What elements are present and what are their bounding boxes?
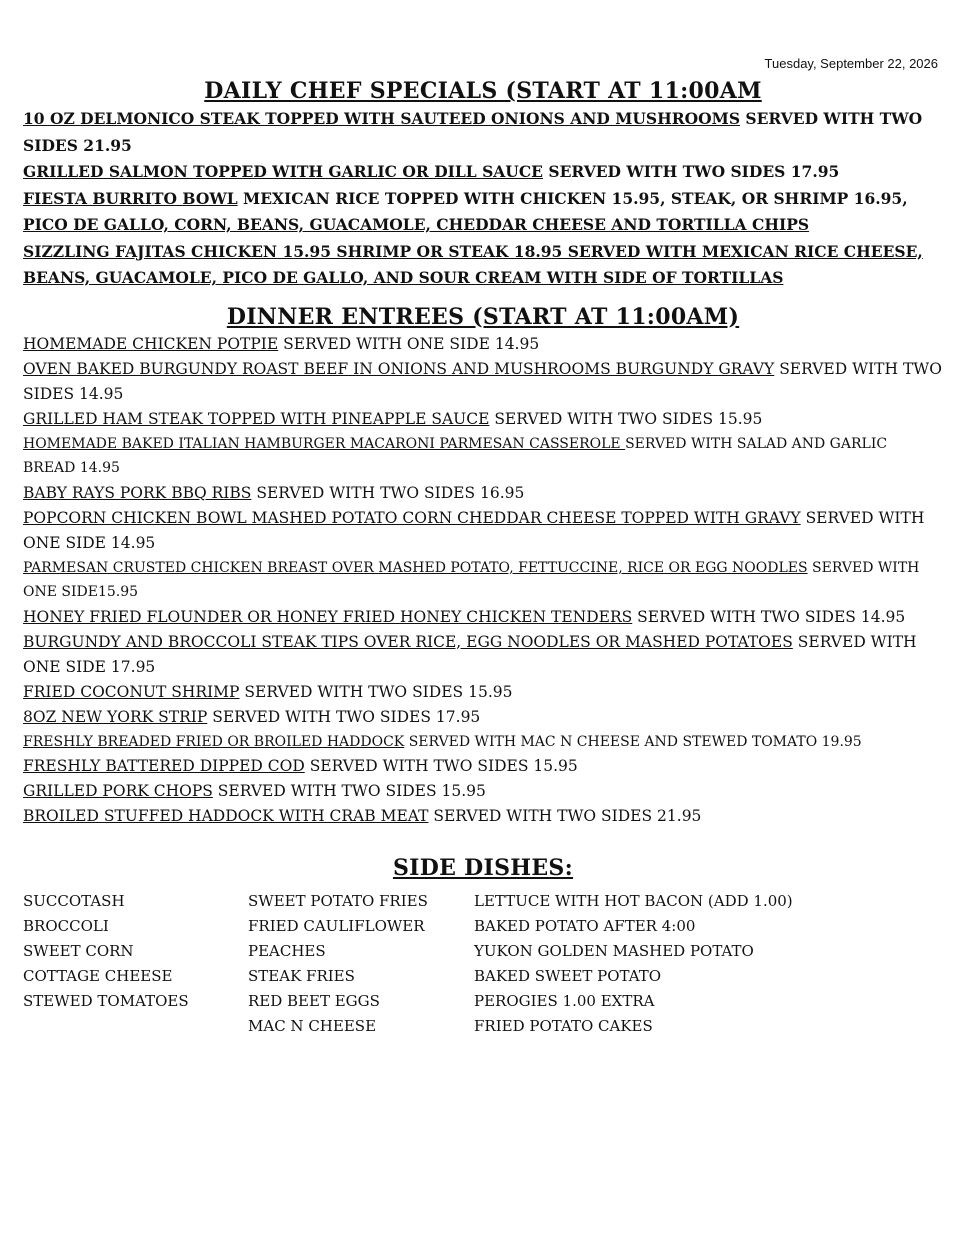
list-item [23, 407, 943, 432]
list-item [23, 680, 943, 705]
dish-toppings: PICO DE GALLO, CORN, BEANS, GUACAMOLE, CHEDDAR CHEESE AND TORTILLA CHIPS [23, 215, 810, 234]
dish-name: FRIED COCONUT SHRIMP [23, 682, 240, 701]
dish-name: HONEY FRIED FLOUNDER OR HONEY FRIED HONEY CHICKEN TENDERS [23, 607, 633, 626]
list-item [23, 239, 943, 292]
dish-name: FIESTA BURRITO BOWL [23, 188, 238, 208]
dish-name: GRILLED SALMON TOPPED WITH GARLIC OR DILL SAUCE [23, 162, 543, 181]
dish-detail: SERVED WITH TWO SIDES 16.95 [251, 483, 525, 502]
menu-body [23, 76, 943, 1039]
sides-title: SIDE DISHES: [392, 855, 574, 881]
list-item [23, 106, 943, 159]
side-item: STEWED TOMATOES [23, 992, 189, 1010]
list-item [23, 556, 943, 605]
dish-name: BURGUNDY AND BROCCOLI STEAK TIPS OVER RICE, EGG NOODLES OR MASHED POTATOES [23, 632, 793, 651]
dish-detail: SERVED WITH TWO SIDES 15.95 [304, 757, 578, 775]
list-item [23, 159, 943, 186]
list-item [23, 804, 943, 829]
side-item [23, 1014, 248, 1039]
dish-name: GRILLED HAM STEAK TOPPED WITH PINEAPPLE SAUCE [23, 409, 490, 428]
dish-name: SIZZLING FAJITAS CHICKEN 15.95 SHRIMP OR STEAK 18.95 SERVED WITH MEXICAN RICE CHEESE, BEANS, GUACAMOLE, PICO DE GALLO, AND SOUR CREAM WITH SIDE OF TORTILLAS [23, 241, 923, 287]
sides-grid [23, 889, 943, 1039]
entrees-list [23, 332, 943, 830]
specials-list [23, 106, 943, 292]
side-item: SWEET CORN [23, 942, 134, 960]
side-item: PEACHES [248, 942, 326, 960]
dish-name: FRESHLY BATTERED DIPPED COD [23, 757, 305, 775]
list-item [23, 630, 943, 680]
dish-detail: SERVED WITH TWO SIDES 21.95 [23, 109, 923, 155]
dish-detail: SERVED WITH TWO SIDES 15.95 [212, 782, 486, 800]
dish-name: HOMEMADE CHICKEN POTPIE [23, 334, 279, 353]
dish-name: BROILED STUFFED HADDOCK WITH CRAB MEAT [23, 807, 429, 825]
list-item [23, 186, 943, 239]
side-item: YUKON GOLDEN MASHED POTATO [474, 942, 754, 960]
print-date: Tuesday, September 22, 2026 [764, 56, 938, 71]
list-item [23, 605, 943, 630]
side-item: STEAK FRIES [248, 967, 355, 985]
dish-detail: MEXICAN RICE TOPPED WITH CHICKEN 15.95, STEAK, OR SHRIMP 16.95, [237, 188, 908, 208]
dish-detail: SERVED WITH ONE SIDE 14.95 [23, 508, 925, 552]
dish-detail: SERVED WITH TWO SIDES 17.95 [207, 707, 481, 726]
dish-detail: SERVED WITH SALAD AND GARLIC BREAD 14.95 [23, 435, 888, 476]
side-item: LETTUCE WITH HOT BACON (ADD 1.00) [474, 892, 793, 910]
dish-detail: SERVED WITH ONE SIDE 14.95 [278, 334, 540, 353]
side-item: RED BEET EGGS [248, 992, 380, 1010]
side-item: MAC N CHEESE [248, 1017, 377, 1035]
dish-detail: SERVED WITH MAC N CHEESE AND STEWED TOMATO 19.95 [404, 733, 862, 750]
dish-name: FRESHLY BREADED FRIED OR BROILED HADDOCK [23, 733, 405, 750]
side-item: FRIED CAULIFLOWER [248, 917, 425, 935]
side-item: BAKED SWEET POTATO [474, 967, 662, 985]
specials-title: DAILY CHEF SPECIALS (START AT 11:00AM [204, 78, 762, 104]
side-item: SWEET POTATO FRIES [248, 892, 428, 910]
side-item: BAKED POTATO AFTER 4:00 [474, 917, 696, 935]
side-item: FRIED POTATO CAKES [474, 1017, 653, 1035]
side-item: BROCCOLI [23, 917, 109, 935]
side-item: SUCCOTASH [23, 892, 125, 910]
list-item [23, 332, 943, 357]
dish-name: 8OZ NEW YORK STRIP [23, 707, 208, 726]
dish-detail: SERVED WITH ONE SIDE 17.95 [23, 632, 917, 676]
dish-name: GRILLED PORK CHOPS [23, 782, 213, 800]
entrees-title: DINNER ENTREES (START AT 11:00AM) [226, 303, 740, 330]
dish-detail: SERVED WITH TWO SIDES 14.95 [23, 359, 942, 403]
dish-detail: SERVED WITH TWO SIDES 15.95 [239, 682, 513, 701]
list-item [23, 506, 943, 556]
dish-name: POPCORN CHICKEN BOWL MASHED POTATO CORN CHEDDAR CHEESE TOPPED WITH GRAVY [23, 508, 801, 527]
dish-name: PARMESAN CRUSTED CHICKEN BREAST OVER MASHED POTATO, FETTUCCINE, RICE OR EGG NOODLES [23, 559, 808, 576]
dish-name: 10 OZ DELMONICO STEAK TOPPED WITH SAUTEED ONIONS AND MUSHROOMS [23, 109, 741, 128]
dish-detail: SERVED WITH TWO SIDES 14.95 [632, 607, 906, 626]
dish-name: HOMEMADE BAKED ITALIAN HAMBURGER MACARONI PARMESAN CASSEROLE [23, 435, 626, 452]
dish-name: BABY RAYS PORK BBQ RIBS [23, 483, 252, 502]
dish-detail: SERVED WITH TWO SIDES 17.95 [542, 162, 840, 181]
list-item [23, 779, 943, 804]
dish-detail: SERVED WITH TWO SIDES 21.95 [428, 807, 702, 825]
dish-name: OVEN BAKED BURGUNDY ROAST BEEF IN ONIONS AND MUSHROOMS BURGUNDY GRAVY [23, 359, 775, 378]
list-item [23, 754, 943, 779]
side-item: PEROGIES 1.00 EXTRA [474, 992, 655, 1010]
list-item [23, 481, 943, 506]
list-item [23, 730, 943, 755]
list-item [23, 705, 943, 730]
list-item [23, 357, 943, 407]
side-item: COTTAGE CHEESE [23, 967, 173, 985]
dish-detail: SERVED WITH TWO SIDES 15.95 [489, 409, 763, 428]
dish-detail: SERVED WITH ONE SIDE15.95 [23, 559, 920, 600]
list-item [23, 432, 943, 481]
